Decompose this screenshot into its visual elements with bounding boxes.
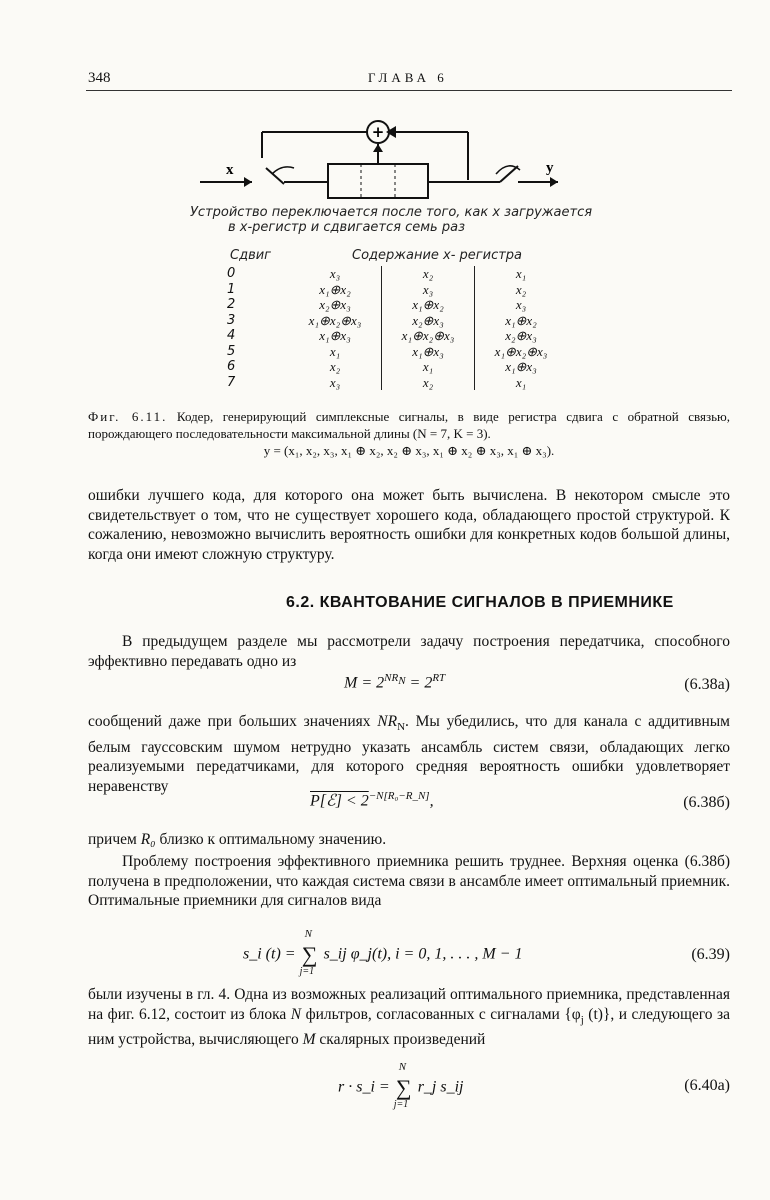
- register-cell: x₁: [382, 359, 475, 375]
- equation-6-40a: [88, 1061, 730, 1110]
- register-cell: x₁⊕x₂: [289, 282, 382, 298]
- paragraph: Проблему построения эффективного приемника решить труднее. Верхняя оценка (6.38б) получена в предположении, что каждая система связи в ансамбле имеет оптимальный приемник. Оптимальные приемники для сигналов вида: [88, 853, 730, 909]
- output-switch-arc: [496, 166, 520, 174]
- eq-lhs: r · s_i =: [338, 1078, 394, 1096]
- register-cell: x₁⊕x₂⊕x₃: [382, 328, 475, 344]
- register-cell: x₁⊕x₂⊕x₃: [289, 313, 382, 329]
- register-cell: x₁⊕x₂: [505, 312, 537, 328]
- register-cell: x₃: [382, 282, 475, 298]
- register-cell: x₁⊕x₂: [382, 297, 475, 313]
- math-inline: R₀: [140, 831, 156, 848]
- paragraph-text: скалярных произведений: [315, 1031, 486, 1049]
- sum-symbol: ∑ N j=1: [299, 928, 318, 977]
- equation-6-38b: [88, 790, 730, 816]
- register-cell: x₃: [289, 375, 382, 391]
- caption-formula: y = (x₁, x₂, x₃, x₁ ⊕ x₂, x₂ ⊕ x₃, x₁ ⊕ x₂ ⊕ x₃, x₁ ⊕ x₃).: [263, 443, 555, 458]
- paragraph-text: (t)}, и следующего за ним устройства, вычисляющего: [88, 1005, 731, 1049]
- equation-6-39: [88, 928, 730, 977]
- figure-caption: [88, 408, 730, 442]
- table-row: [225, 375, 567, 391]
- register-cell: x₁⊕x₃: [505, 359, 537, 374]
- header-rule: [86, 90, 732, 91]
- eq-rhs: r_j s_ij: [417, 1078, 464, 1096]
- output-arrow: [550, 177, 558, 187]
- register-cell: x₂⊕x₃: [382, 313, 475, 329]
- register-cell: x₂⊕x₃: [505, 328, 537, 343]
- register-cell: x₂: [382, 375, 475, 391]
- paragraph: [88, 830, 730, 850]
- register-cell: x₃: [289, 266, 382, 282]
- equation-number: (6.39): [691, 946, 730, 963]
- equation-body: [243, 928, 523, 977]
- sum-symbol: ∑ N j=1: [393, 1061, 412, 1110]
- figure-note-line1: Устройство переключается после того, как x загружается: [190, 205, 593, 220]
- eq-exp: −N[R₀−R_N]: [368, 790, 430, 802]
- sum-lower: j=1: [393, 1099, 409, 1110]
- table-header-content: Содержание x- регистра: [352, 248, 523, 263]
- register-cell: x₁: [515, 374, 527, 390]
- register-cell: x₂: [382, 266, 475, 282]
- shift-cell: 4: [227, 328, 236, 343]
- equation-body: [344, 672, 445, 692]
- paragraph-text: фильтров, согласованных с сигналами {φ: [301, 1005, 581, 1023]
- register-cell: x₁: [289, 344, 382, 360]
- math-sub: j: [580, 1013, 584, 1026]
- table-row: [225, 313, 567, 329]
- equation-6-38a: [88, 672, 730, 698]
- eq-lhs: P[ℰ] < 2: [310, 792, 369, 810]
- caption-label: Фиг. 6.11.: [88, 409, 168, 424]
- output-label: y: [546, 160, 554, 176]
- math-sub: N: [397, 721, 406, 734]
- register-cell: x₁⊕x₃: [382, 344, 475, 360]
- paragraph: ошибки лучшего кода, для которого она может быть вычислена. В некотором смысле это свидетельствует о том, что не существует хорошего кода, обладающего простой структурой. К сожалению, невозможно вычислить вероятность ошибки для конкретных кодов большой длины, когда они имеют сложную структуру.: [88, 487, 730, 563]
- equation-body: [310, 790, 434, 810]
- eq-rhs: s_ij φ_j(t), i = 0, 1, . . . , M − 1: [323, 945, 523, 963]
- shift-cell: 7: [227, 374, 236, 390]
- paragraph-text: близко к оптимальному значению.: [155, 831, 387, 848]
- table-row: [225, 297, 567, 313]
- running-head: [88, 70, 730, 92]
- eq-exp2: RT: [432, 672, 446, 684]
- tap-arrow: [373, 144, 383, 152]
- paragraph: В предыдущем разделе мы рассмотрели задачу построения передатчика, способного эффективно передавать одно из: [88, 633, 730, 670]
- shift-cell: 2: [227, 297, 236, 312]
- chapter-title: ГЛАВА 6: [368, 70, 448, 85]
- shift-cell: 0: [227, 266, 236, 281]
- page-number: 348: [88, 70, 111, 86]
- eq-exp: NR: [384, 672, 399, 684]
- caption-text: Кодер, генерирующий симплексные сигналы, в виде регистра сдвига с обратной связью, порождающего последовательности максимальной длины (N = 7, K = 3).: [88, 409, 731, 441]
- equation-number: (6.38б): [683, 794, 730, 811]
- register-cell: x₁⊕x₃: [289, 328, 382, 344]
- input-switch: [266, 168, 284, 184]
- sum-lower: j=1: [299, 966, 315, 977]
- eq-lhs: M = 2: [344, 674, 385, 692]
- math-inline: N: [290, 1005, 302, 1023]
- table-row: [225, 266, 567, 282]
- register-contents-table: [225, 266, 567, 390]
- shift-register-diagram: [200, 112, 560, 202]
- register-cell: x₃: [515, 297, 527, 312]
- input-switch-arc: [272, 167, 294, 174]
- equation-body: [338, 1061, 464, 1110]
- sum-upper: N: [398, 1061, 407, 1073]
- equation-number: (6.38а): [684, 676, 730, 693]
- paragraph: [88, 985, 730, 1050]
- shift-cell: 6: [227, 359, 236, 374]
- shift-cell: 5: [227, 343, 236, 359]
- figure-note-line2: в x-регистр и сдвигается семь раз: [228, 220, 465, 235]
- eq-tail: ,: [429, 792, 434, 810]
- paragraph: [88, 712, 730, 796]
- table-row: [225, 282, 567, 298]
- paragraph-text: были изучены в гл. 4. Одна из возможных реализаций оптимального приемника, представленная на фиг. 6.12, состоит из блока: [88, 986, 730, 1023]
- equation-number: (6.40а): [684, 1077, 730, 1094]
- register-cell: x₁: [515, 266, 527, 281]
- table-row: [225, 344, 567, 360]
- table-row: [225, 359, 567, 375]
- register-cell: x₂⊕x₃: [289, 297, 382, 313]
- table-row: [225, 328, 567, 344]
- register-cell: x₂: [289, 359, 382, 375]
- section-title: 6.2. КВАНТОВАНИЕ СИГНАЛОВ В ПРИЕМНИКЕ: [286, 594, 674, 611]
- eq-lhs: s_i (t) =: [243, 945, 300, 963]
- input-arrow: [244, 177, 252, 187]
- shift-cell: 1: [227, 281, 236, 297]
- adder-symbol: +: [371, 123, 385, 141]
- sum-upper: N: [304, 928, 312, 940]
- register-cell: x₁⊕x₂⊕x₃: [494, 343, 548, 359]
- table-header-shift: Сдвиг: [230, 248, 272, 263]
- shift-register: [328, 164, 428, 198]
- paragraph-text: сообщений даже при больших значениях: [88, 713, 378, 730]
- eq-exp-sub: N: [398, 675, 406, 688]
- paragraph-text: . Мы убедились, что для канала с аддитивным белым гауссовским шумом нетрудно указать ансамбль систем связи, обладающих легко реализуемыми передатчиками, для которого средняя вероятность ошибки удовлетворяет неравенству: [88, 713, 730, 795]
- shift-cell: 3: [227, 312, 236, 328]
- math-inline: NR: [377, 713, 398, 730]
- eq-mid: = 2: [405, 674, 433, 692]
- paragraph-text: причем: [88, 831, 141, 848]
- register-cell: x₂: [515, 281, 527, 297]
- math-inline: M: [302, 1031, 316, 1049]
- input-label: x: [226, 162, 234, 178]
